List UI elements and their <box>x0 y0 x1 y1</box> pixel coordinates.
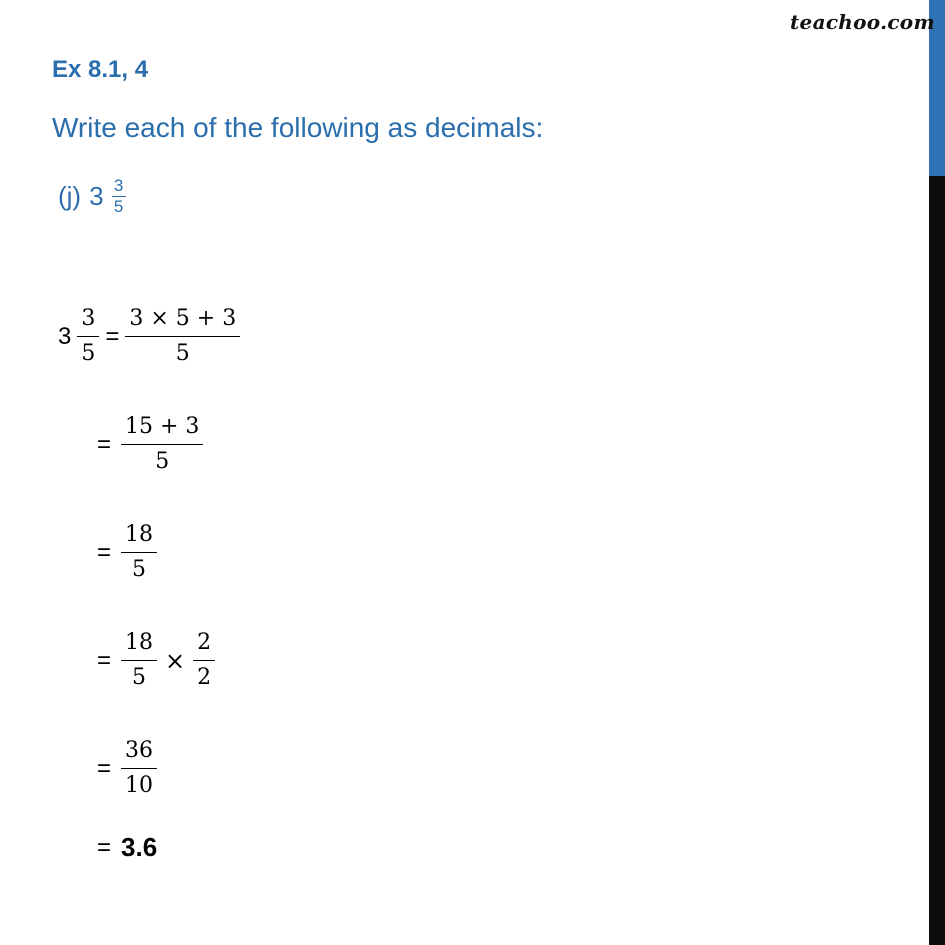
denominator: 2 <box>197 665 212 690</box>
solution-answer <box>97 832 157 863</box>
solution-step-1 <box>58 302 240 371</box>
step5-fraction <box>121 734 157 803</box>
numerator: 3 <box>81 306 96 331</box>
question-part <box>58 176 126 217</box>
equals-sign: = <box>97 833 112 861</box>
final-answer: 3.6 <box>121 832 158 862</box>
question-text: Write each of the following as decimals: <box>52 112 544 143</box>
solution-step-4 <box>97 626 215 695</box>
lhs-fraction <box>77 302 99 371</box>
step2-fraction <box>121 410 203 479</box>
step4-fraction-b <box>193 626 215 695</box>
equals-sign: = <box>97 754 112 782</box>
equals-sign: = <box>97 538 112 566</box>
exercise-title: Ex 8.1, 4 <box>52 56 149 83</box>
numerator: 15 + 3 <box>125 414 200 439</box>
numerator: 3 × 5 + 3 <box>129 306 237 331</box>
equals-sign: = <box>97 430 112 458</box>
solution-step-5 <box>97 734 157 803</box>
step4-fraction-a <box>121 626 157 695</box>
multiply-sign: × <box>165 646 186 675</box>
numerator: 2 <box>197 630 212 655</box>
step3-fraction <box>121 518 157 587</box>
numerator: 18 <box>125 522 154 547</box>
question-numerator: 3 <box>113 176 124 195</box>
step1-fraction <box>125 302 240 371</box>
numerator: 36 <box>125 738 154 763</box>
denominator: 5 <box>132 557 147 582</box>
denominator: 5 <box>81 341 96 366</box>
denominator: 10 <box>125 773 154 798</box>
question-denominator: 5 <box>113 197 124 216</box>
part-label: (j) <box>58 181 82 211</box>
lhs-whole: 3 <box>58 322 72 350</box>
solution-step-2 <box>97 410 203 479</box>
equals-sign: = <box>97 646 112 674</box>
question-fraction <box>112 176 126 217</box>
mixed-whole: 3 <box>89 181 104 211</box>
numerator: 18 <box>125 630 154 655</box>
denominator: 5 <box>132 665 147 690</box>
equals-sign: = <box>105 322 120 350</box>
brand-logo: teachoo.com <box>790 10 935 34</box>
denominator: 5 <box>155 449 170 474</box>
denominator: 5 <box>175 341 190 366</box>
solution-step-3 <box>97 518 157 587</box>
